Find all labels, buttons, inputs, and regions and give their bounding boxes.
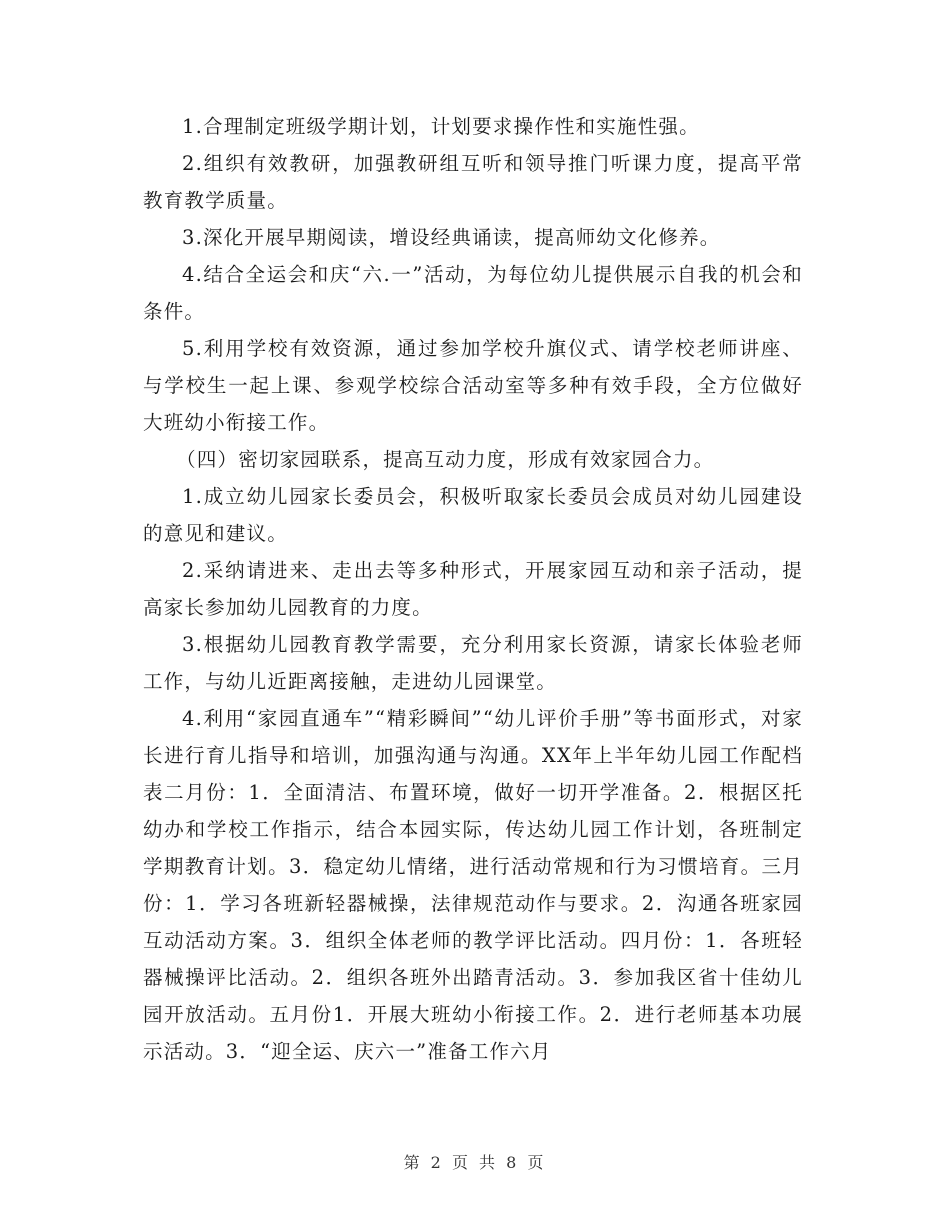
section-heading-four: （四）密切家园联系，提高互动力度，形成有效家园合力。 [176, 448, 715, 471]
paragraph-plan-5: 5.利用学校有效资源，通过参加学校升旗仪式、请学校老师讲座、与学校生一起上课、参观学校综合活动室等多种有效手段，全方位做好大班幼小衔接工作。 [143, 337, 803, 434]
paragraph-family-3: 3.根据幼儿园教育教学需要，充分利用家长资源，请家长体验老师工作，与幼儿近距离接触，走进幼儿园课堂。 [143, 633, 803, 693]
paragraph-family-1: 1.成立幼儿园家长委员会，积极听取家长委员会成员对幼儿园建设的意见和建议。 [143, 485, 803, 545]
paragraph-plan-4: 4.结合全运会和庆“六.一”活动，为每位幼儿提供展示自我的机会和条件。 [143, 263, 803, 323]
page-number-footer: 第 2 页 共 8 页 [403, 1153, 547, 1172]
paragraph-plan-1: 1.合理制定班级学期计划，计划要求操作性和实施性强。 [182, 115, 700, 138]
paragraph-plan-2: 2.组织有效教研，加强教研组互听和领导推门听课力度，提高平常教育教学质量。 [143, 152, 803, 212]
document-body [143, 108, 803, 1070]
paragraph-family-4-schedule: 4.利用“家园直通车”“精彩瞬间”“幼儿评价手册”等书面形式，对家长进行育儿指导和培训，加强沟通与沟通。XX年上半年幼儿园工作配档表二月份：1．全面清洁、布置环境，做好一切开学准备。2．根据区托幼办和学校工作指示，结合本园实际，传达幼儿园工作计划，各班制定学期教育计划。3．稳定幼儿情绪，进行活动常规和行为习惯培育。三月份：1．学习各班新轻器械操，法律规范动作与要求。2．沟通各班家园互动活动方案。3．组织全体老师的教学评比活动。四月份：1．各班轻器械操评比活动。2．组织各班外出踏青活动。3．参加我区省十佳幼儿园开放活动。五月份1．开展大班幼小衔接工作。2．进行老师基本功展示活动。3．“迎全运、庆六一”准备工作六月 [143, 707, 803, 1063]
paragraph-family-2: 2.采纳请进来、走出去等多种形式，开展家园互动和亲子活动，提高家长参加幼儿园教育的力度。 [143, 559, 803, 619]
paragraph-plan-3: 3.深化开展早期阅读，增设经典诵读，提高师幼文化修养。 [182, 226, 721, 249]
